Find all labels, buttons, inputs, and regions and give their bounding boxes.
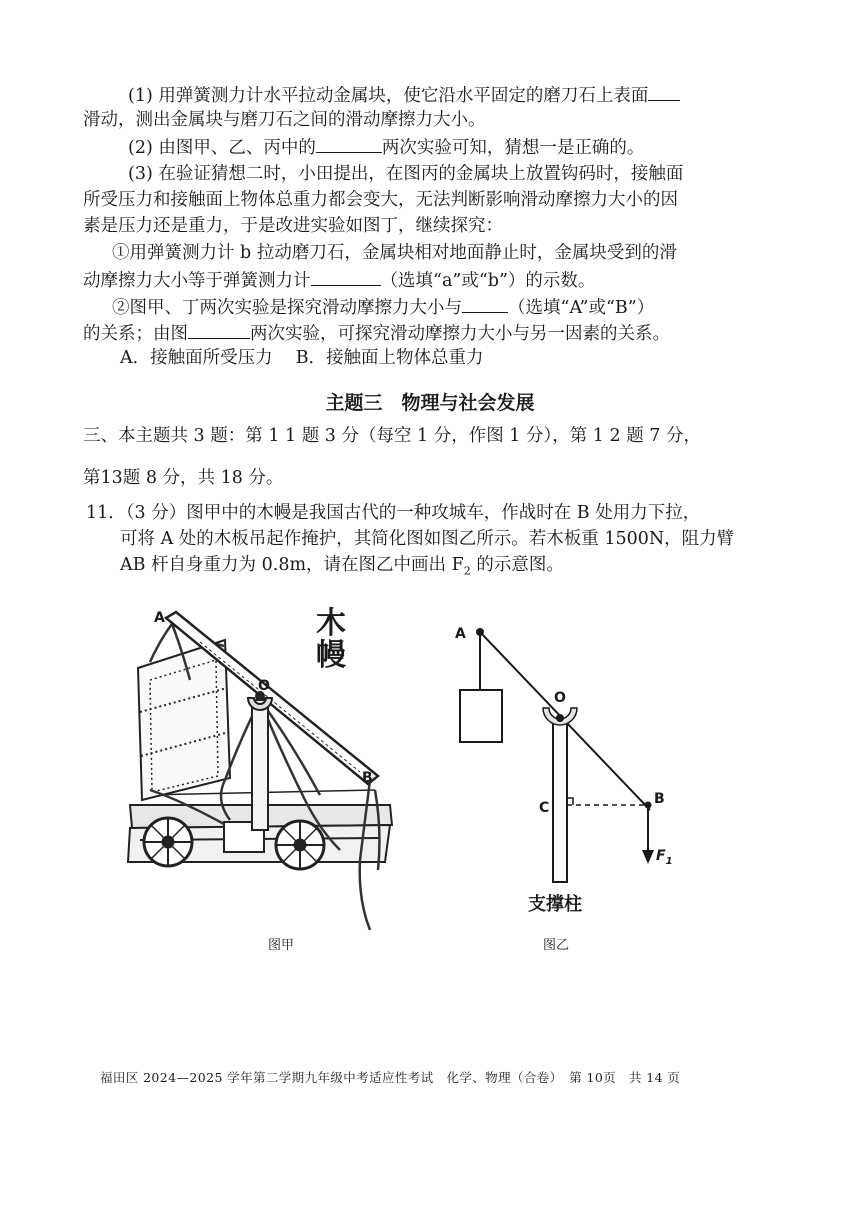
wooden-board xyxy=(138,640,230,800)
section-three-intro-2: 第13题 8 分，共 18 分。 xyxy=(83,468,284,488)
q11-force-subscript: 2 xyxy=(463,564,471,578)
q5-line-3: 素是压力还是重力，于是改进实验如图丁，继续探究： xyxy=(83,216,503,236)
force-f: F xyxy=(656,848,666,864)
q11-line-1: 11．（3 分）图甲中的木幔是我国古代的一种攻城车，作战时在 B 处用力下拉， xyxy=(86,503,701,523)
q4-text-a: (2) 由图甲、乙、丙中的 xyxy=(128,138,316,158)
q7-line-2 xyxy=(83,320,670,346)
wheel-left xyxy=(144,818,192,866)
q7-text-c: 的关系；由图 xyxy=(83,324,188,344)
fig-jia-caption: 图甲 xyxy=(268,938,295,953)
wheel-right xyxy=(276,821,324,869)
fig-yi-caption: 图乙 xyxy=(543,938,570,953)
pillar-rect xyxy=(553,722,567,882)
q6-answer-blank[interactable] xyxy=(311,267,381,286)
q7-answer-blank-1[interactable] xyxy=(462,294,508,313)
q7-text-d: 两次实验，可探究滑动摩擦力大小与另一因素的关系。 xyxy=(250,324,670,344)
board-rect xyxy=(460,690,502,742)
topic-heading: 主题三 物理与社会发展 xyxy=(325,392,535,414)
force-sub: 1 xyxy=(665,856,673,867)
q11-text-a: AB 杆自身重力为 0.8m，请在图乙中画出 F xyxy=(120,555,464,575)
q3-text: (1) 用弹簧测力计水平拉动金属块，使它沿水平固定的磨刀石上表面 xyxy=(128,86,649,106)
fig-yi-label-b: B xyxy=(654,791,665,807)
q5-line-2: 所受压力和接触面上物体总重力都会变大，无法判断影响滑动摩擦力大小的因 xyxy=(83,190,678,210)
q5-line-1: (3) 在验证猜想二时，小田提出，在图丙的金属块上放置钩码时，接触面 xyxy=(128,164,684,184)
fig-jia-label-b: B xyxy=(362,770,373,786)
q3-answer-blank[interactable] xyxy=(648,82,680,101)
fig-jia-label-o: O xyxy=(258,678,270,694)
fig-yi-force-label xyxy=(656,848,673,867)
q6-text-b: （选填“a”或“b”）的示数。 xyxy=(380,271,596,291)
support-post xyxy=(252,700,268,830)
force-f1-arrowhead xyxy=(642,850,654,864)
q7-line-1 xyxy=(112,294,654,320)
q6-line-1: ①用弹簧测力计 b 拉动磨刀石，金属块相对地面静止时，金属块受到的滑 xyxy=(112,243,677,263)
fig-yi-pillar-label: 支撑柱 xyxy=(528,894,582,915)
q11-text-b: 的示意图。 xyxy=(470,555,564,575)
figure-yi-diagram xyxy=(440,610,700,890)
q6-line-2 xyxy=(83,267,595,293)
fig-yi-label-o: O xyxy=(554,690,566,706)
q4-line xyxy=(128,134,644,160)
fig-jia-label-a: A xyxy=(154,610,165,626)
q4-answer-blank[interactable] xyxy=(316,134,382,153)
q3-cont-line: 滑动，测出金属块与磨刀石之间的滑动摩擦力大小。 xyxy=(83,110,486,130)
page-footer: 福田区 2024—2025 学年第二学期九年级中考适应性考试 化学、物理（合卷） 第 10页 共 14 页 xyxy=(100,1070,681,1085)
q3-line xyxy=(128,82,680,108)
q4-text-b: 两次实验可知，猜想一是正确的。 xyxy=(381,138,645,158)
section-three-intro-1: 三、本主题共 3 题：第 1 1 题 3 分（每空 1 分，作图 1 分），第 1 2 题 7 分， xyxy=(83,426,701,446)
q7-answer-blank-2[interactable] xyxy=(188,320,250,339)
q11-line-2: 可将 A 处的木板吊起作掩护，其简化图如图乙所示。若木板重 1500N，阻力臂 xyxy=(120,529,735,549)
q11-line-3 xyxy=(120,553,564,584)
point-o xyxy=(556,714,564,722)
q7-text-a: ②图甲、丁两次实验是探究滑动摩擦力大小与 xyxy=(112,298,462,318)
fig-jia-title-2: 幔 xyxy=(316,638,346,673)
fig-yi-label-a: A xyxy=(455,626,466,642)
q7-options: A．接触面所受压力 B．接触面上物体总重力 xyxy=(120,348,484,368)
figure-jia-illustration xyxy=(120,600,400,930)
fig-jia-title-1: 木 xyxy=(316,606,346,641)
fig-yi-label-c: C xyxy=(539,800,550,816)
q7-text-b: （选填“A”或“B”） xyxy=(508,298,655,318)
q6-text-a: 动摩擦力大小等于弹簧测力计 xyxy=(83,271,311,291)
